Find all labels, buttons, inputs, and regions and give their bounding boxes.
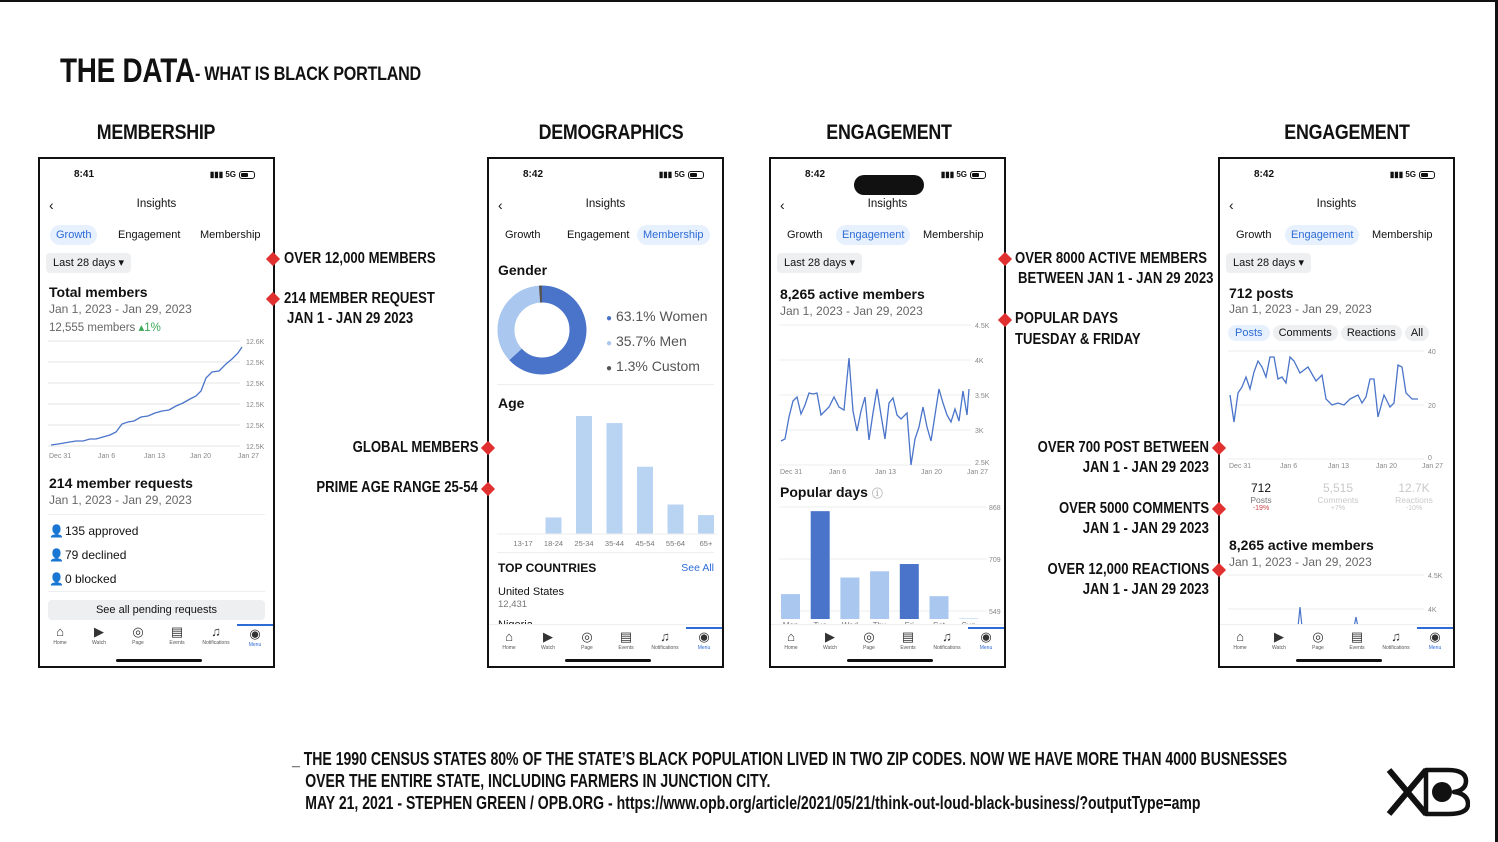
stat-posts[interactable] <box>1228 481 1294 512</box>
blocked-row <box>49 572 116 586</box>
clock: 8:42 <box>805 169 826 180</box>
back-arrow-icon[interactable]: ‹ <box>780 197 785 213</box>
popular-days-label: Popular days <box>780 484 868 500</box>
active-members-mini-chart <box>1228 569 1453 627</box>
watch-icon: ▶ <box>543 629 553 644</box>
nav-label: Home <box>502 645 516 651</box>
nav-watch[interactable] <box>1261 629 1297 651</box>
menu-avatar-icon: ◉ <box>698 629 710 644</box>
stat-value: 5,515 <box>1322 481 1354 495</box>
stat-value: 12.7K <box>1398 481 1430 495</box>
dropdown-icon: ▾ <box>1298 257 1304 269</box>
footer-line-1: _ THE 1990 CENSUS STATES 80% OF THE STATE’S BLACK POPULATION LIVED IN TWO ZIP CODES. NOW WE HAVE MORE THAN 4000 BUSNESSES <box>292 749 1288 769</box>
legend-men-label: 35.7% Men <box>615 333 687 349</box>
declined-label: 79 declined <box>65 548 127 562</box>
active-members-title: 8,265 active members <box>780 286 925 302</box>
nav-label: Events <box>618 645 634 651</box>
heading-membership: MEMBERSHIP <box>96 121 216 144</box>
nav-menu[interactable] <box>968 627 1004 651</box>
members-line-chart <box>48 337 273 462</box>
tab-membership[interactable]: Membership <box>923 229 984 241</box>
menu-avatar-icon: ◉ <box>980 629 992 644</box>
home-icon: ⌂ <box>1236 629 1244 644</box>
x-tick: Jan 6 <box>829 469 847 476</box>
y-tick: 2.5K <box>975 460 990 467</box>
nav-label: Menu <box>1428 645 1442 651</box>
home-indicator <box>116 659 202 662</box>
person-check-icon: 👤 <box>49 524 64 538</box>
nav-events[interactable] <box>159 624 195 646</box>
nav-label: Watch <box>541 645 555 651</box>
watch-icon: ▶ <box>825 629 835 644</box>
y-tick: 0 <box>1428 455 1432 462</box>
person-x-icon: 👤 <box>49 548 64 562</box>
heading-demographics: DEMOGRAPHICS <box>538 121 684 144</box>
tab-growth[interactable]: Growth <box>1236 229 1272 241</box>
callout-active-date: BETWEEN JAN 1 - JAN 29 2023 <box>1018 270 1214 287</box>
legend-women <box>606 305 708 330</box>
metric-chips <box>1228 325 1429 341</box>
person-block-icon: 👤 <box>49 572 64 586</box>
watch-icon: ▶ <box>94 624 104 639</box>
events-icon: ▤ <box>619 629 633 644</box>
x-tick: Jan 13 <box>875 469 897 476</box>
gender-title: Gender <box>498 262 548 278</box>
logo-mark <box>1432 782 1452 802</box>
y-tick: 4.5K <box>1428 573 1443 580</box>
callout-comments-date: JAN 1 - JAN 29 2023 <box>1082 520 1209 537</box>
nav-events[interactable] <box>608 629 644 651</box>
slide-title: THE DATA <box>60 52 195 90</box>
callout-requests-date: JAN 1 - JAN 29 2023 <box>287 310 414 327</box>
bell-icon: ♫ <box>1391 629 1401 644</box>
page-title: Insights <box>1316 198 1357 210</box>
callout-posts: OVER 700 POST BETWEEN <box>1037 439 1209 456</box>
xb-logo <box>1386 766 1470 818</box>
signal-indicator: ▮▮▮ 5G <box>210 170 255 179</box>
legend-custom-label: 1.3% Custom <box>615 358 700 374</box>
age-title: Age <box>498 395 525 411</box>
age-bar-chart <box>497 409 717 554</box>
stat-label: Posts <box>1250 495 1272 505</box>
chip-all[interactable]: All <box>1405 325 1429 341</box>
battery-icon <box>1419 171 1435 179</box>
phone-engagement-posts <box>1218 157 1455 668</box>
nav-label: Menu <box>697 645 711 651</box>
stat-change: -19% <box>1252 505 1270 512</box>
page-title: Insights <box>136 198 177 210</box>
nav-home[interactable] <box>1222 629 1258 651</box>
y-tick: 12.6K <box>246 339 265 346</box>
nav-notifications[interactable] <box>1378 629 1414 651</box>
signal-label: 5G <box>225 170 236 179</box>
footer-line-3[interactable]: MAY 21, 2021 - STEPHEN GREEN / OPB.ORG - https://www.opb.org/article/2021/05/21/think-out-loud-black-business/?outputType=amp <box>305 793 1201 813</box>
heading-engagement-1: ENGAGEMENT <box>826 121 952 144</box>
date-range-label: Last 28 days <box>1233 257 1296 269</box>
blocked-label: 0 blocked <box>65 572 117 586</box>
nav-menu[interactable] <box>686 627 722 651</box>
active-members-line-chart <box>779 319 1004 477</box>
y-tick: 12.5K <box>246 402 265 409</box>
divider <box>48 591 265 592</box>
total-members-range: Jan 1, 2023 - Jan 29, 2023 <box>49 302 192 316</box>
members-change-value: 1% <box>144 322 161 334</box>
nav-label: Events <box>1349 645 1365 651</box>
country-count: 12,431 <box>498 599 528 610</box>
y-tick: 4K <box>1428 607 1437 614</box>
chip-comments[interactable]: Comments <box>1273 325 1338 341</box>
callout-age: PRIME AGE RANGE 25-54 <box>316 479 478 496</box>
legend-dot: ● <box>606 313 613 324</box>
callout-reactions-date: JAN 1 - JAN 29 2023 <box>1082 581 1209 598</box>
tab-engagement[interactable]: Engagement <box>567 229 630 241</box>
phone-demographics <box>487 157 724 668</box>
age-label: 35-44 <box>604 539 625 548</box>
stat-change: +7% <box>1330 505 1346 512</box>
members-count <box>49 320 161 334</box>
tab-growth[interactable]: Growth <box>787 229 823 241</box>
nav-label: Home <box>53 640 67 646</box>
nav-page[interactable] <box>851 629 887 651</box>
nav-label: Watch <box>1272 645 1286 651</box>
callout-active: OVER 8000 ACTIVE MEMBERS <box>1015 250 1207 267</box>
see-all-pending-button[interactable]: See all pending requests <box>48 600 265 620</box>
y-tick: 868 <box>989 505 1001 512</box>
popular-days-bar-chart <box>779 499 1004 627</box>
age-bar <box>668 505 684 535</box>
top-countries-title: TOP COUNTRIES <box>498 561 597 575</box>
clock: 8:42 <box>523 169 544 180</box>
x-tick: Jan 27 <box>238 453 260 460</box>
nav-events[interactable] <box>890 629 926 651</box>
active-members-range: Jan 1, 2023 - Jan 29, 2023 <box>1229 555 1372 569</box>
y-tick: 40 <box>1428 349 1436 356</box>
tab-membership[interactable]: Membership <box>1372 229 1433 241</box>
active-members-line <box>781 358 969 465</box>
x-tick: Jan 6 <box>98 453 116 460</box>
legend-men <box>606 330 708 355</box>
bell-icon: ♫ <box>660 629 670 644</box>
age-bar <box>637 467 653 534</box>
home-icon: ⌂ <box>505 629 513 644</box>
x-tick: Jan 6 <box>1280 463 1298 470</box>
posts-range: Jan 1, 2023 - Jan 29, 2023 <box>1229 302 1372 316</box>
status-bar <box>771 169 1004 183</box>
clock: 8:41 <box>74 169 95 180</box>
home-indicator <box>847 659 933 662</box>
tab-growth[interactable]: Growth <box>505 229 541 241</box>
y-tick: 4.5K <box>975 323 990 330</box>
nav-page[interactable] <box>120 624 156 646</box>
bottom-nav <box>1220 624 1453 658</box>
y-tick: 549 <box>989 609 1001 616</box>
callout-popular-days: TUESDAY & FRIDAY <box>1015 331 1141 348</box>
x-tick: Dec 31 <box>1229 463 1252 470</box>
callout-posts-date: JAN 1 - JAN 29 2023 <box>1082 459 1209 476</box>
divider <box>48 514 265 515</box>
nav-label: Notifications <box>1382 645 1410 651</box>
home-indicator <box>1296 659 1382 662</box>
callout-reactions: OVER 12,000 REACTIONS <box>1047 561 1209 578</box>
tab-growth[interactable]: Growth <box>50 225 97 245</box>
nav-label: Notifications <box>202 640 230 646</box>
callout-global: GLOBAL MEMBERS <box>352 439 478 456</box>
menu-avatar-icon: ◉ <box>249 626 261 641</box>
bell-icon: ♫ <box>211 624 221 639</box>
page-icon: ◎ <box>1312 629 1324 644</box>
signal-label: 5G <box>1405 170 1416 179</box>
x-tick: Jan 13 <box>144 453 166 460</box>
page-icon: ◎ <box>581 629 593 644</box>
events-icon: ▤ <box>901 629 915 644</box>
status-bar <box>40 169 273 183</box>
home-icon: ⌂ <box>56 624 64 639</box>
age-bar <box>576 416 592 534</box>
menu-avatar-icon: ◉ <box>1429 629 1441 644</box>
chip-reactions[interactable]: Reactions <box>1341 325 1402 341</box>
divider <box>497 552 714 553</box>
y-tick: 3.5K <box>975 393 990 400</box>
age-label: 13-17 <box>513 539 533 548</box>
nav-watch[interactable] <box>812 629 848 651</box>
nav-home[interactable] <box>773 629 809 651</box>
day-bar <box>930 596 949 619</box>
legend-custom <box>606 355 708 380</box>
nav-label: Notifications <box>651 645 679 651</box>
age-label: 18-24 <box>543 539 564 548</box>
date-range-dropdown[interactable] <box>1226 253 1311 273</box>
bell-icon: ♫ <box>942 629 952 644</box>
nav-page[interactable] <box>1300 629 1336 651</box>
nav-label: Page <box>1312 645 1324 651</box>
battery-icon <box>239 171 255 179</box>
slide-subtitle: - WHAT IS BLACK PORTLAND <box>195 64 421 85</box>
dropdown-icon: ▾ <box>118 257 124 269</box>
events-icon: ▤ <box>170 624 184 639</box>
members-change: ▴1% <box>138 322 161 334</box>
nav-label: Events <box>169 640 185 646</box>
y-tick: 12.5K <box>246 423 265 430</box>
members-count-value: 12,555 members <box>49 322 136 334</box>
day-bar <box>811 511 830 619</box>
y-tick: 12.5K <box>246 444 265 451</box>
status-bar <box>1220 169 1453 183</box>
tab-membership[interactable]: Membership <box>637 225 710 245</box>
tab-engagement[interactable]: Engagement <box>118 229 181 241</box>
tab-engagement[interactable]: Engagement <box>836 225 910 245</box>
posts-line-chart <box>1228 347 1453 471</box>
stat-reactions[interactable] <box>1378 481 1450 512</box>
member-requests-title: 214 member requests <box>49 475 193 491</box>
nav-label: Page <box>863 645 875 651</box>
slide-border-top <box>0 0 1498 2</box>
nav-home[interactable] <box>42 624 78 646</box>
nav-home[interactable] <box>491 629 527 651</box>
day-bar <box>959 619 978 620</box>
y-tick: 3K <box>975 428 984 435</box>
nav-label: Page <box>132 640 144 646</box>
info-icon[interactable]: ⓘ <box>871 488 883 500</box>
x-tick: Jan 20 <box>190 453 212 460</box>
total-members-title: Total members <box>49 284 148 300</box>
age-bar <box>546 517 562 534</box>
date-range-dropdown[interactable] <box>777 253 862 273</box>
callout-comments: OVER 5000 COMMENTS <box>1058 500 1209 517</box>
date-range-label: Last 28 days <box>53 257 116 269</box>
nav-label: Home <box>784 645 798 651</box>
callout-members: OVER 12,000 MEMBERS <box>284 250 436 267</box>
active-members-title: 8,265 active members <box>1229 537 1374 553</box>
country-name: United States <box>498 586 565 598</box>
x-tick: Jan 13 <box>1328 463 1350 470</box>
page-icon: ◎ <box>132 624 144 639</box>
nav-watch[interactable] <box>530 629 566 651</box>
y-tick: 709 <box>989 557 1001 564</box>
heading-engagement-2: ENGAGEMENT <box>1284 121 1410 144</box>
see-all-link[interactable]: See All <box>681 562 714 574</box>
nav-label: Menu <box>248 642 262 648</box>
nav-label: Home <box>1233 645 1247 651</box>
x-tick: Jan 27 <box>967 469 989 476</box>
stat-comments[interactable] <box>1298 481 1378 512</box>
callout-requests: 214 MEMBER REQUEST <box>284 290 435 307</box>
watch-icon: ▶ <box>1274 629 1284 644</box>
day-bar <box>840 578 859 619</box>
approved-row <box>49 524 138 538</box>
nav-menu[interactable] <box>237 624 273 648</box>
tab-engagement[interactable]: Engagement <box>1285 225 1359 245</box>
stat-change: -10% <box>1405 505 1423 512</box>
signal-indicator: ▮▮▮ 5G <box>1390 170 1435 179</box>
x-tick: Jan 20 <box>921 469 943 476</box>
bottom-nav <box>771 624 1004 658</box>
y-tick: 4K <box>975 358 984 365</box>
page-title: Insights <box>585 198 626 210</box>
day-bar <box>870 571 889 619</box>
posts-title: 712 posts <box>1229 285 1294 301</box>
divider <box>497 384 714 385</box>
home-indicator <box>565 659 651 662</box>
page-title: Insights <box>867 198 908 210</box>
day-bar <box>781 594 800 619</box>
chip-posts[interactable]: Posts <box>1228 325 1270 341</box>
y-tick: 12.5K <box>246 381 265 388</box>
signal-label: 5G <box>674 170 685 179</box>
age-label: 45-54 <box>635 539 655 548</box>
nav-notifications[interactable] <box>198 624 234 646</box>
stat-label: Reactions <box>1395 495 1433 505</box>
stat-label: Comments <box>1317 495 1359 505</box>
nav-label: Menu <box>979 645 993 651</box>
age-bar <box>607 423 623 534</box>
nav-label: Watch <box>823 645 837 651</box>
page-icon: ◎ <box>863 629 875 644</box>
age-bar <box>698 515 714 534</box>
nav-label: Page <box>581 645 593 651</box>
phone-engagement-active <box>769 157 1006 668</box>
x-tick: Dec 31 <box>780 469 803 476</box>
bottom-nav <box>40 624 273 654</box>
declined-row <box>49 548 126 562</box>
posts-line <box>1230 357 1418 422</box>
member-requests-range: Jan 1, 2023 - Jan 29, 2023 <box>49 493 192 507</box>
signal-label: 5G <box>956 170 967 179</box>
gender-donut-chart <box>496 284 588 376</box>
age-label: 25-34 <box>574 539 594 548</box>
nav-label: Watch <box>92 640 106 646</box>
home-icon: ⌂ <box>787 629 795 644</box>
nav-label: Events <box>900 645 916 651</box>
tab-membership[interactable]: Membership <box>200 229 261 241</box>
age-label: 55-64 <box>665 539 686 548</box>
legend-dot: ● <box>606 338 613 349</box>
nav-events[interactable] <box>1339 629 1375 651</box>
y-tick: 12.5K <box>246 360 265 367</box>
stats-row <box>1228 481 1445 523</box>
signal-indicator: ▮▮▮ 5G <box>941 170 986 179</box>
y-tick: 20 <box>1428 403 1436 410</box>
x-tick: Dec 31 <box>49 453 72 460</box>
approved-label: 135 approved <box>65 524 139 538</box>
bottom-nav <box>489 624 722 658</box>
footer-line-2: OVER THE ENTIRE STATE, INCLUDING FARMERS IN JUNCTION CITY. <box>305 771 771 791</box>
nav-notifications[interactable] <box>929 629 965 651</box>
x-tick: Jan 27 <box>1422 463 1444 470</box>
callout-popular: POPULAR DAYS <box>1015 310 1119 327</box>
clock: 8:42 <box>1254 169 1275 180</box>
nav-page[interactable] <box>569 629 605 651</box>
nav-watch[interactable] <box>81 624 117 646</box>
x-tick: Jan 20 <box>1376 463 1398 470</box>
back-arrow-icon[interactable]: ‹ <box>498 197 503 213</box>
footer-note <box>292 748 1287 814</box>
battery-icon <box>688 171 704 179</box>
date-range-dropdown[interactable] <box>46 253 131 273</box>
dropdown-icon: ▾ <box>849 257 855 269</box>
nav-label: Notifications <box>933 645 961 651</box>
battery-icon <box>970 171 986 179</box>
nav-notifications[interactable] <box>647 629 683 651</box>
date-range-label: Last 28 days <box>784 257 847 269</box>
active-members-range: Jan 1, 2023 - Jan 29, 2023 <box>780 304 923 318</box>
nav-menu[interactable] <box>1417 627 1453 651</box>
events-icon: ▤ <box>1350 629 1364 644</box>
back-arrow-icon[interactable]: ‹ <box>49 197 54 213</box>
age-label: 65+ <box>699 539 713 548</box>
dynamic-island <box>854 175 924 195</box>
gender-legend <box>606 305 708 380</box>
day-bar <box>900 564 919 619</box>
signal-indicator: ▮▮▮ 5G <box>659 170 704 179</box>
back-arrow-icon[interactable]: ‹ <box>1229 197 1234 213</box>
phone-membership <box>38 157 275 668</box>
stat-value: 712 <box>1250 481 1272 495</box>
status-bar <box>489 169 722 183</box>
legend-women-label: 63.1% Women <box>615 308 708 324</box>
legend-dot: ● <box>606 363 613 374</box>
